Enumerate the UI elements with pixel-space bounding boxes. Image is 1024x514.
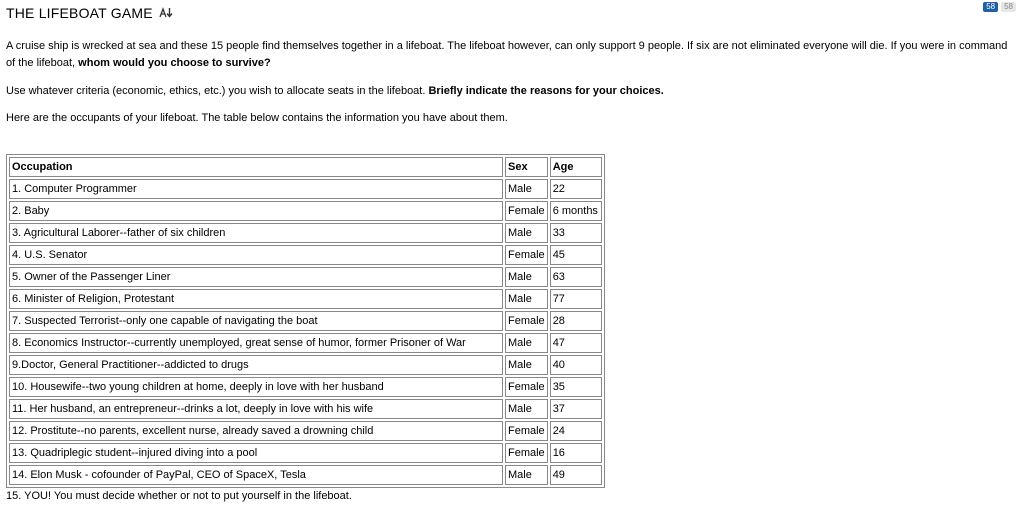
age-cell: 49 bbox=[550, 465, 602, 485]
table-row bbox=[9, 311, 602, 331]
table-row bbox=[9, 443, 602, 463]
age-cell: 77 bbox=[550, 289, 602, 309]
sex-cell: Male bbox=[505, 267, 548, 287]
header-sex: Sex bbox=[505, 157, 548, 177]
table-row bbox=[9, 333, 602, 353]
age-cell: 47 bbox=[550, 333, 602, 353]
table-row bbox=[9, 201, 602, 221]
occupation-cell: 5. Owner of the Passenger Liner bbox=[9, 267, 503, 287]
badges bbox=[983, 2, 1016, 12]
table-row bbox=[9, 399, 602, 419]
sex-cell: Female bbox=[505, 201, 548, 221]
sex-cell: Male bbox=[505, 333, 548, 353]
occupation-cell: 11. Her husband, an entrepreneur--drinks a lot, deeply in love with his wife bbox=[9, 399, 503, 419]
occupation-cell: 12. Prostitute--no parents, excellent nurse, already saved a drowning child bbox=[9, 421, 503, 441]
intro-paragraph bbox=[6, 38, 1018, 72]
sex-cell: Male bbox=[505, 399, 548, 419]
occupation-cell: 9.Doctor, General Practitioner--addicted to drugs bbox=[9, 355, 503, 375]
translate-icon[interactable] bbox=[159, 7, 173, 19]
criteria-emphasis: Briefly indicate the reasons for your choices. bbox=[428, 85, 664, 97]
occupation-cell: 6. Minister of Religion, Protestant bbox=[9, 289, 503, 309]
intro-question: whom would you choose to survive? bbox=[78, 57, 271, 69]
table-row bbox=[9, 223, 602, 243]
count-badge[interactable]: 58 bbox=[983, 2, 998, 12]
count-badge-secondary[interactable]: 58 bbox=[1001, 2, 1016, 12]
criteria-text: Use whatever criteria (economic, ethics, etc.) you wish to allocate seats in the lifeboat. bbox=[6, 85, 429, 97]
age-cell: 45 bbox=[550, 245, 602, 265]
header-occupation: Occupation bbox=[9, 157, 503, 177]
table-row bbox=[9, 421, 602, 441]
sex-cell: Female bbox=[505, 245, 548, 265]
occupation-cell: 7. Suspected Terrorist--only one capable of navigating the boat bbox=[9, 311, 503, 331]
criteria-paragraph bbox=[6, 83, 1018, 100]
age-cell: 28 bbox=[550, 311, 602, 331]
sex-cell: Female bbox=[505, 377, 548, 397]
occupation-cell: 13. Quadriplegic student--injured diving into a pool bbox=[9, 443, 503, 463]
occupation-cell: 14. Elon Musk - cofounder of PayPal, CEO of SpaceX, Tesla bbox=[9, 465, 503, 485]
age-cell: 63 bbox=[550, 267, 602, 287]
occupation-cell: 2. Baby bbox=[9, 201, 503, 221]
table-row bbox=[9, 355, 602, 375]
sex-cell: Male bbox=[505, 355, 548, 375]
table-row bbox=[9, 245, 602, 265]
sex-cell: Male bbox=[505, 289, 548, 309]
sex-cell: Female bbox=[505, 443, 548, 463]
age-cell: 35 bbox=[550, 377, 602, 397]
sex-cell: Male bbox=[505, 465, 548, 485]
occupation-cell: 10. Housewife--two young children at home, deeply in love with her husband bbox=[9, 377, 503, 397]
age-cell: 22 bbox=[550, 179, 602, 199]
table-row bbox=[9, 289, 602, 309]
table-row bbox=[9, 465, 602, 485]
age-cell: 33 bbox=[550, 223, 602, 243]
footer-note: 15. YOU! You must decide whether or not to put yourself in the lifeboat. bbox=[6, 490, 352, 502]
title-row bbox=[6, 5, 173, 21]
intro-text: A cruise ship is wrecked at sea and these 15 people find themselves together in a lifeboat. The lifeboat however, can only support 9 people. If six are not eliminated everyone will die. If you were in command of the lifeboat, bbox=[6, 40, 1008, 69]
page-title: THE LIFEBOAT GAME bbox=[6, 5, 153, 21]
occupation-cell: 3. Agricultural Laborer--father of six children bbox=[9, 223, 503, 243]
age-cell: 16 bbox=[550, 443, 602, 463]
sex-cell: Male bbox=[505, 179, 548, 199]
occupants-table bbox=[6, 154, 605, 488]
sex-cell: Male bbox=[505, 223, 548, 243]
sex-cell: Female bbox=[505, 421, 548, 441]
occupation-cell: 1. Computer Programmer bbox=[9, 179, 503, 199]
table-row bbox=[9, 267, 602, 287]
age-cell: 40 bbox=[550, 355, 602, 375]
occupation-cell: 4. U.S. Senator bbox=[9, 245, 503, 265]
age-cell: 24 bbox=[550, 421, 602, 441]
age-cell: 6 months bbox=[550, 201, 602, 221]
occupation-cell: 8. Economics Instructor--currently unemployed, great sense of humor, former Prisoner of War bbox=[9, 333, 503, 353]
header-age: Age bbox=[550, 157, 602, 177]
table-header-row bbox=[9, 157, 602, 177]
table-row bbox=[9, 377, 602, 397]
table-intro: Here are the occupants of your lifeboat. The table below contains the information you have about them. bbox=[6, 112, 508, 124]
age-cell: 37 bbox=[550, 399, 602, 419]
sex-cell: Female bbox=[505, 311, 548, 331]
table-row bbox=[9, 179, 602, 199]
